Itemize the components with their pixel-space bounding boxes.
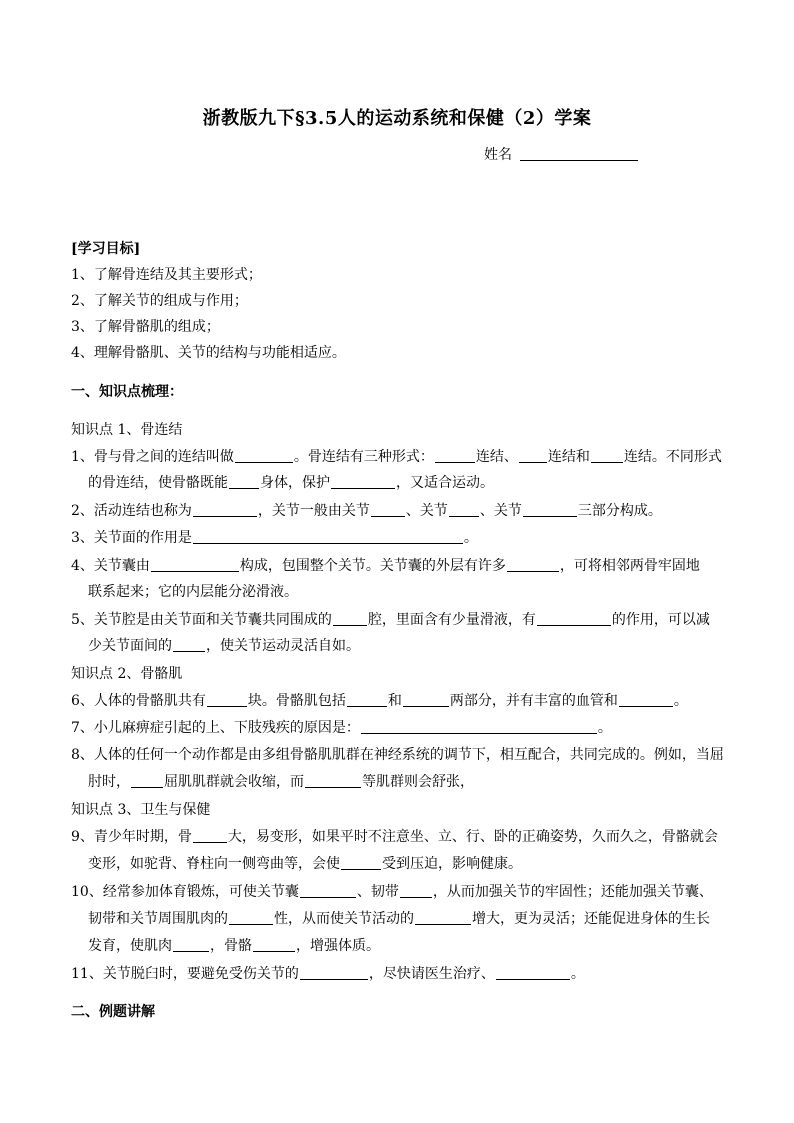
knowledge-point-2: 知识点 2、骨骼肌: [71, 666, 183, 682]
answer-blank[interactable]: [361, 719, 597, 734]
answer-blank[interactable]: [415, 910, 471, 925]
answer-blank[interactable]: [173, 937, 209, 952]
answer-blank[interactable]: [347, 692, 387, 707]
objective-item: 2、了解关节的组成与作用；: [71, 293, 248, 309]
answer-blank[interactable]: [173, 637, 205, 652]
answer-blank[interactable]: [235, 448, 293, 463]
answer-blank[interactable]: [207, 692, 247, 707]
answer-blank[interactable]: [537, 611, 611, 626]
question-10: 10、经常参加体育锻炼，可使关节囊 、韧带 ，从而加强关节的牢固性；还能加强关节囊、: [71, 884, 713, 900]
answer-blank[interactable]: [253, 937, 295, 952]
answer-blank[interactable]: [449, 502, 479, 517]
name-blank[interactable]: [520, 146, 638, 161]
question-1: 1、骨与骨之间的连结叫做 。骨连结有三种形式： 连结、 连结和 连结。不同形式: [71, 449, 722, 465]
question-4-cont: 联系起来；它的内层能分泌滑液。: [88, 584, 298, 600]
answer-blank[interactable]: [151, 557, 239, 572]
question-4: 4、关节囊由 构成，包围整个关节。关节囊的外层有许多 ，可将相邻两骨牢固地: [71, 558, 700, 574]
answer-blank[interactable]: [193, 502, 257, 517]
question-9: 9、青少年时期，骨 大，易变形，如果平时不注意坐、立、行、卧的正确姿势，久而久之，骨骼就会: [71, 829, 718, 845]
question-11: 11、关节脱臼时，要避免受伤关节的 ，尽快请医生治疗、 。: [71, 966, 585, 982]
answer-blank[interactable]: [229, 474, 259, 489]
answer-blank[interactable]: [371, 502, 405, 517]
section2-heading: 二、例题讲解: [71, 1004, 155, 1020]
question-10-cont: 韧带和关节周围肌肉的 性，从而使关节活动的 增大，更为灵活；还能促进身体的生长: [88, 911, 710, 927]
question-5: 5、关节腔是由关节面和关节囊共同围成的 腔，里面含有少量滑液，有 的作用，可以减: [71, 612, 710, 628]
objective-item: 4、理解骨骼肌、关节的结构与功能相适应。: [71, 345, 346, 361]
answer-blank[interactable]: [591, 448, 623, 463]
answer-blank[interactable]: [333, 611, 367, 626]
section1-heading: 一、知识点梳理：: [71, 384, 183, 400]
question-9-cont: 变形，如驼背、脊柱向一侧弯曲等，会使 受到压迫，影响健康。: [88, 856, 522, 872]
objective-item: 1、了解骨连结及其主要形式；: [71, 267, 262, 283]
answer-blank[interactable]: [496, 965, 570, 980]
question-5-cont: 少关节面间的 ，使关节运动灵活自如。: [88, 638, 360, 654]
answer-blank[interactable]: [619, 692, 673, 707]
answer-blank[interactable]: [435, 448, 475, 463]
name-field-row: [484, 144, 638, 164]
answer-blank[interactable]: [300, 965, 368, 980]
question-7: 7、小儿麻痹症引起的上、下肢残疾的原因是： 。: [71, 720, 612, 736]
knowledge-point-1: 知识点 1、骨连结: [71, 422, 183, 438]
answer-blank[interactable]: [519, 448, 547, 463]
question-3: 3、关节面的作用是 。: [71, 530, 478, 546]
answer-blank[interactable]: [300, 883, 356, 898]
answer-blank[interactable]: [131, 773, 163, 788]
knowledge-point-3: 知识点 3、卫生与保健: [71, 802, 211, 818]
answer-blank[interactable]: [403, 692, 449, 707]
question-1-cont: 的骨连结，使骨骼既能 身体，保护 ，又适合运动。: [88, 475, 494, 491]
answer-blank[interactable]: [507, 557, 559, 572]
answer-blank[interactable]: [331, 474, 395, 489]
question-2: 2、活动连结也称为 ，关节一般由关节 、关节 、关节 三部分构成。: [71, 503, 662, 519]
question-8-cont: 肘时， 屈肌肌群就会收缩，而 等肌群则会舒张，: [88, 774, 474, 790]
name-label: 姓名: [484, 147, 512, 163]
question-6: 6、人体的骨骼肌共有 块。骨骼肌包括 和 两部分，并有丰富的血管和 。: [71, 693, 688, 709]
question-8: 8、人体的任何一个动作都是由多组骨骼肌肌群在神经系统的调节下，相互配合，共同完成的。例如，当屈: [71, 747, 724, 763]
answer-blank[interactable]: [229, 910, 273, 925]
page-title: 浙教版九下§3.5人的运动系统和保健（2）学案: [202, 108, 592, 129]
objectives-heading: [学习目标]: [71, 241, 141, 257]
answer-blank[interactable]: [341, 855, 381, 870]
answer-blank[interactable]: [523, 502, 577, 517]
question-10-cont2: 发育，使肌肉 ，骨骼 ，增强体质。: [88, 938, 380, 954]
answer-blank[interactable]: [305, 773, 361, 788]
objective-item: 3、了解骨骼肌的组成；: [71, 319, 220, 335]
answer-blank[interactable]: [193, 529, 463, 544]
answer-blank[interactable]: [193, 828, 227, 843]
answer-blank[interactable]: [400, 883, 432, 898]
